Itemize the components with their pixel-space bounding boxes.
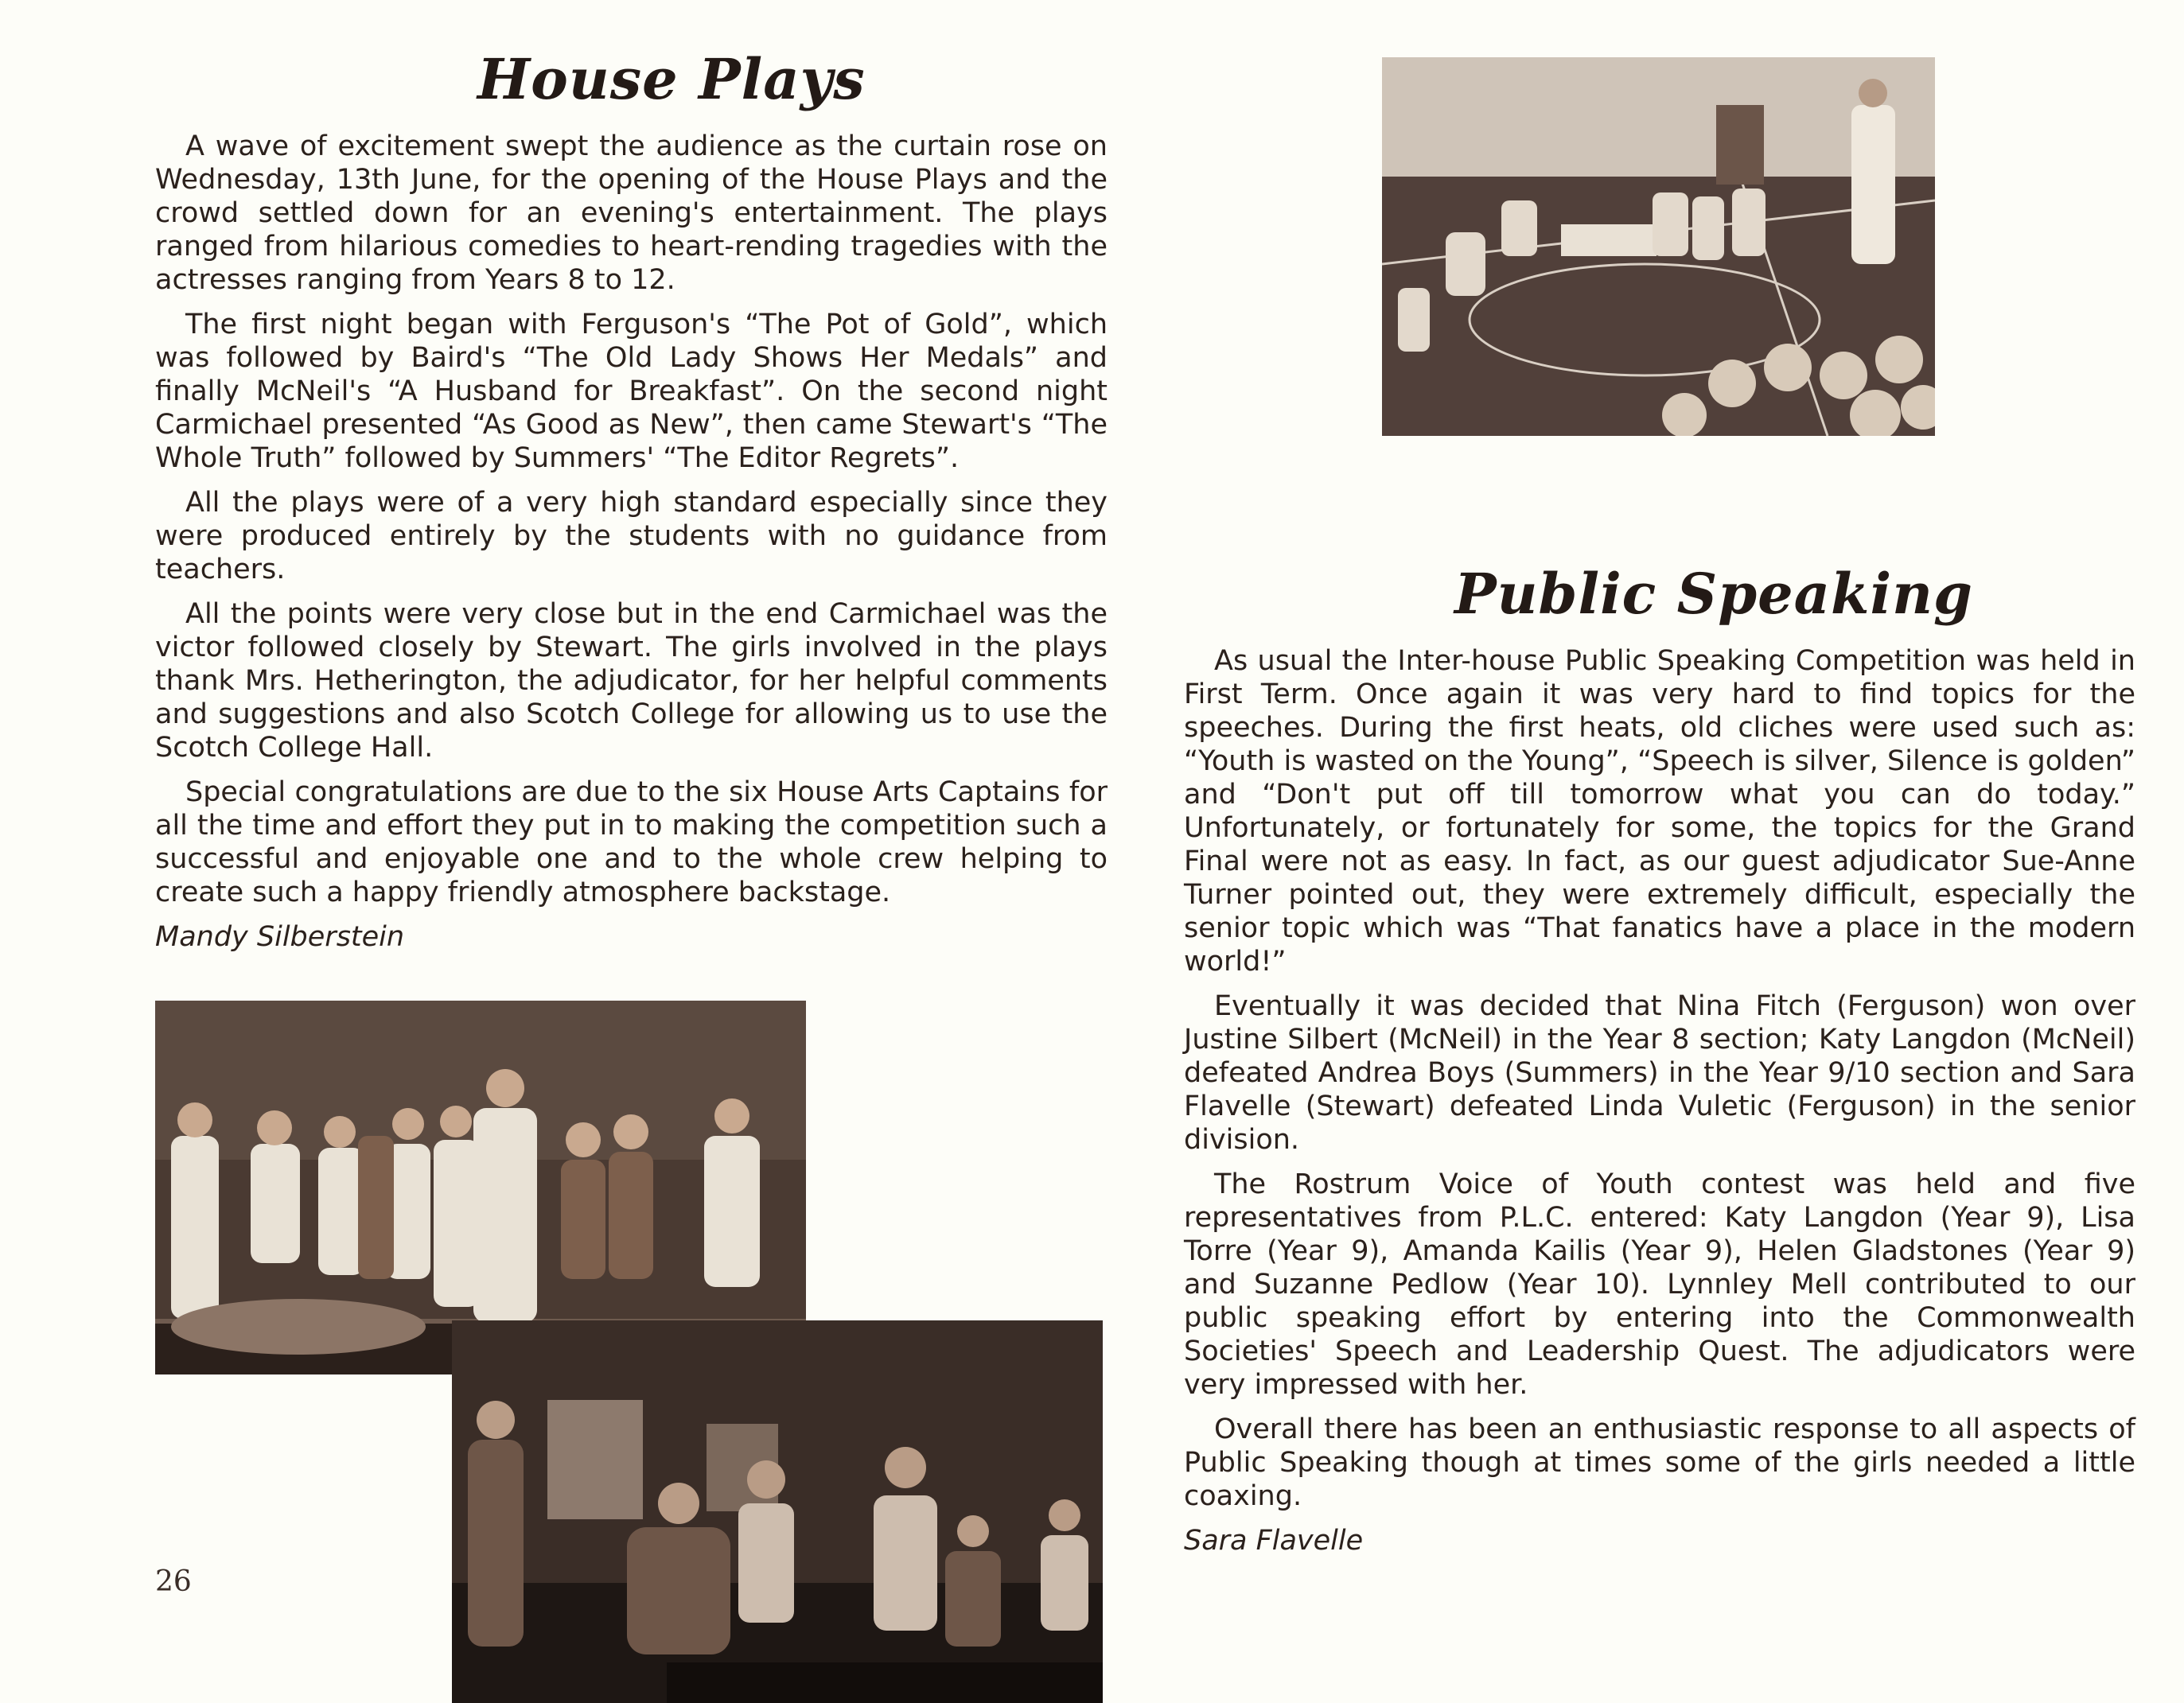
public-speaking-paragraph: The Rostrum Voice of Youth contest was held and five representatives from P.L.C. entered: Katy Langdon (Year 9), Lisa Torre (Year 9), Amanda Kailis (Year 9), Helen Gladstones (Year 9) and Suzanne Pedlow (Year 10). Lynnley Mell contributed to our public speaking effort by entering into the Commonwealth Societies' Speech and Leadership Quest. The adjudicators were very impressed with her. bbox=[1184, 1168, 2135, 1401]
house-plays-author: Mandy Silberstein bbox=[155, 921, 405, 953]
house-plays-paragraph: A wave of excitement swept the audience as the curtain rose on Wednesday, 13th June, for the opening of the House Plays and the crowd settled down for an evening's entertainment. The plays ranged from hilarious comedies to heart-rending tragedies with the actresses ranging from Years 8 to 12. bbox=[155, 130, 1108, 296]
page-number: 26 bbox=[155, 1565, 192, 1598]
house-plays-paragraph: The first night began with Ferguson's “The Pot of Gold”, which was followed by Baird's “The Old Lady Shows Her Medals” and finally McNeil's “A Husband for Breakfast”. On the second night Carmichael presented “As Good as New”, then came Stewart's “The Whole Truth” followed by Summers' “The Editor Regrets”. bbox=[155, 309, 1108, 474]
drama-scene-photo bbox=[452, 1320, 1103, 1703]
public-speaking-paragraph: Eventually it was decided that Nina Fitch (Ferguson) won over Justine Silbert (McNeil) in the Year 8 section; Katy Langdon (McNeil) defeated Andrea Boys (Summers) in the Year 9/10 section and Sara Flavelle (Stewart) defeated Linda Vuletic (Ferguson) in the senior division. bbox=[1184, 990, 2135, 1156]
public-speaking-photo bbox=[1382, 57, 1935, 436]
public-speaking-paragraph: Overall there has been an enthusiastic response to all aspects of Public Speaking though at times some of the girls needed a little coaxing. bbox=[1184, 1413, 2135, 1512]
stage-costume-photo bbox=[155, 1001, 806, 1374]
house-plays-paragraph: All the points were very close but in the end Carmichael was the victor followed closely by Stewart. The girls involved in the plays thank Mrs. Hetherington, the adjudicator, for her helpful comments and suggestions and also Scotch College for allowing us to use the Scotch College Hall. bbox=[155, 598, 1108, 764]
house-plays-title: House Plays bbox=[477, 46, 866, 112]
house-plays-article bbox=[155, 130, 1108, 965]
public-speaking-title: Public Speaking bbox=[1454, 561, 1973, 627]
public-speaking-paragraph: As usual the Inter-house Public Speaking Competition was held in First Term. Once again it was very hard to find topics for the speeches. During the first heats, old cliches were used such as: “Youth is wasted on the Young”, “Speech is silver, Silence is golden” and “Don't put off till tomorrow what you can do today.” Unfortunately, or fortunately for some, the topics for the Grand Final were not as easy. In fact, as our guest adjudicator Sue-Anne Turner pointed out, they were extremely difficult, especially the senior topic which was “That fanatics have a place in the modern world!” bbox=[1184, 645, 2135, 978]
house-plays-paragraph: Special congratulations are due to the six House Arts Captains for all the time and effort they put in to making the competition such a successful and enjoyable one and to the whole crew helping to create such a happy friendly atmosphere backstage. bbox=[155, 776, 1108, 908]
public-speaking-article bbox=[1184, 644, 2135, 1569]
house-plays-paragraph: All the plays were of a very high standard especially since they were produced entirely by the students with no guidance from teachers. bbox=[155, 487, 1108, 585]
public-speaking-author: Sara Flavelle bbox=[1184, 1525, 1364, 1557]
